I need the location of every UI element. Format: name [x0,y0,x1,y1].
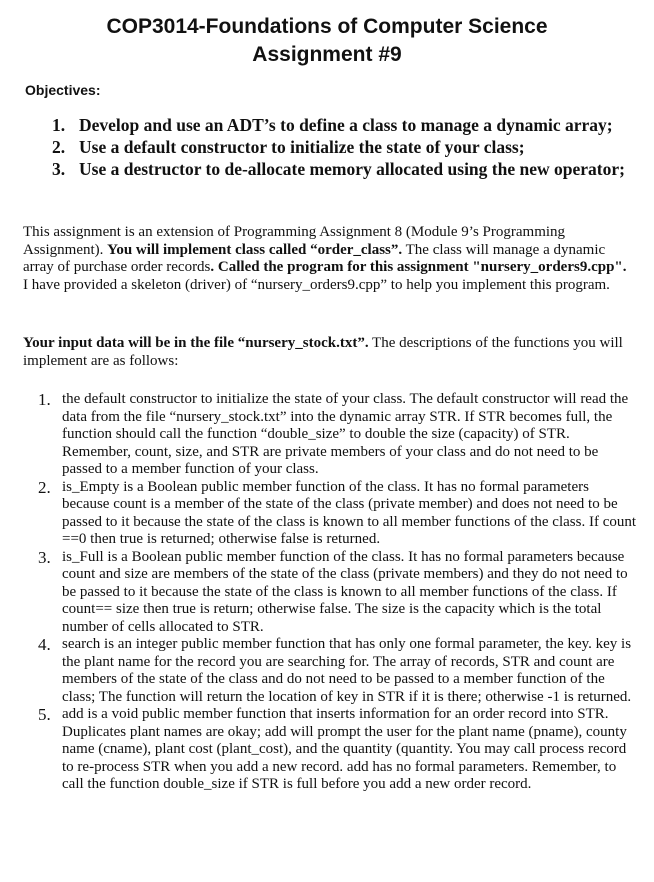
function-item [38,706,638,794]
input-paragraph [23,335,635,370]
intro-text-2: The class will manage a dynamic array of purchase order records [23,241,606,276]
function-description: is_Empty is a Boolean public member function of the class. It has no formal parameters because count is a member of the state of the class (private member) and does not need to be passed to it because the state of the class is known to all member functions of the class. If count ==0 then true is returned; otherwise false is returned. [62,478,637,547]
function-number: 5. [38,705,51,724]
objective-text: Use a default constructor to initialize the state of your class; [79,137,525,157]
assignment-number: Assignment #9 [252,43,402,66]
function-item [38,636,638,706]
function-item [38,479,638,549]
function-item [38,391,638,479]
function-description: search is an integer public member function that has only one formal parameter, the key. key is the plant name for the record you are searching for. The array of records, STR and count are members of the state of the class and do not need to be passed to a member function of the class; The function will return the location of key in STR if it is there; otherwise -1 is returned. [62,636,632,705]
intro-class-name: You will implement class called “order_class”. [107,241,403,258]
input-file-note: Your input data will be in the file “nursery_stock.txt”. [23,335,369,351]
input-text: The descriptions of the functions you will implement are as follows: [23,335,623,369]
objective-text: Use a destructor to de-allocate memory allocated using the new operator; [79,159,625,179]
function-number: 3. [38,547,51,567]
function-description: the default constructor to initialize the state of your class. The default constructor will read the data from the file “nursery_stock.txt” into the dynamic array STR. If STR becomes full, the function should call the function “double_size” to double the size (capacity) of STR. Remember, count, size, and STR are private members of your class and do not need to be passed to a member function of your class. [62,391,629,477]
objective-number: 2. [52,137,66,157]
function-item [38,549,638,637]
objective-number: 3. [52,159,66,179]
intro-text-3: I have provided a skeleton (driver) of “nursery_orders9.cpp” to help you implement this program. [23,276,610,293]
function-number: 2. [38,477,51,497]
objective-text: Develop and use an ADT’s to define a class to manage a dynamic array; [79,115,613,135]
function-number: 4. [38,635,51,654]
function-description: is_Full is a Boolean public member function of the class. It has no formal parameters because count and size are members of the state of the class (private members) and they do not need to be passed to it because the state of the class is known to all member functions of the class. If count== size then true is return; otherwise false. The size is the capacity which is the total number of cells allocated to STR. [62,548,628,635]
intro-paragraph [23,224,635,294]
objectives-list [52,114,642,180]
objective-item [52,136,642,158]
objective-number: 1. [52,115,66,135]
function-description: add is a void public member function that inserts information for an order record into STR. Duplicates plant names are okay; add will prompt the user for the plant name (pname), county name (cname), plant cost (plant_cost), and the quantity (quantity. You may call process record to re-process STR when you add a new record. add has no formal parameters. Remember, to call the function double_size if STR is full before you add a new order record. [62,706,627,792]
function-descriptions [38,391,638,794]
intro-program-name: . Called the program for this assignment "nursery_orders9.cpp". [210,259,627,276]
objective-item [52,158,642,180]
document-title: COP3014-Foundations of Computer Science [106,15,548,38]
function-number: 1. [38,390,51,409]
objective-item [52,114,642,136]
intro-text-1: This assignment is an extension of Programming Assignment 8 (Module 9’s Programming Assignment). [23,224,566,258]
objectives-heading: Objectives: [25,82,101,98]
